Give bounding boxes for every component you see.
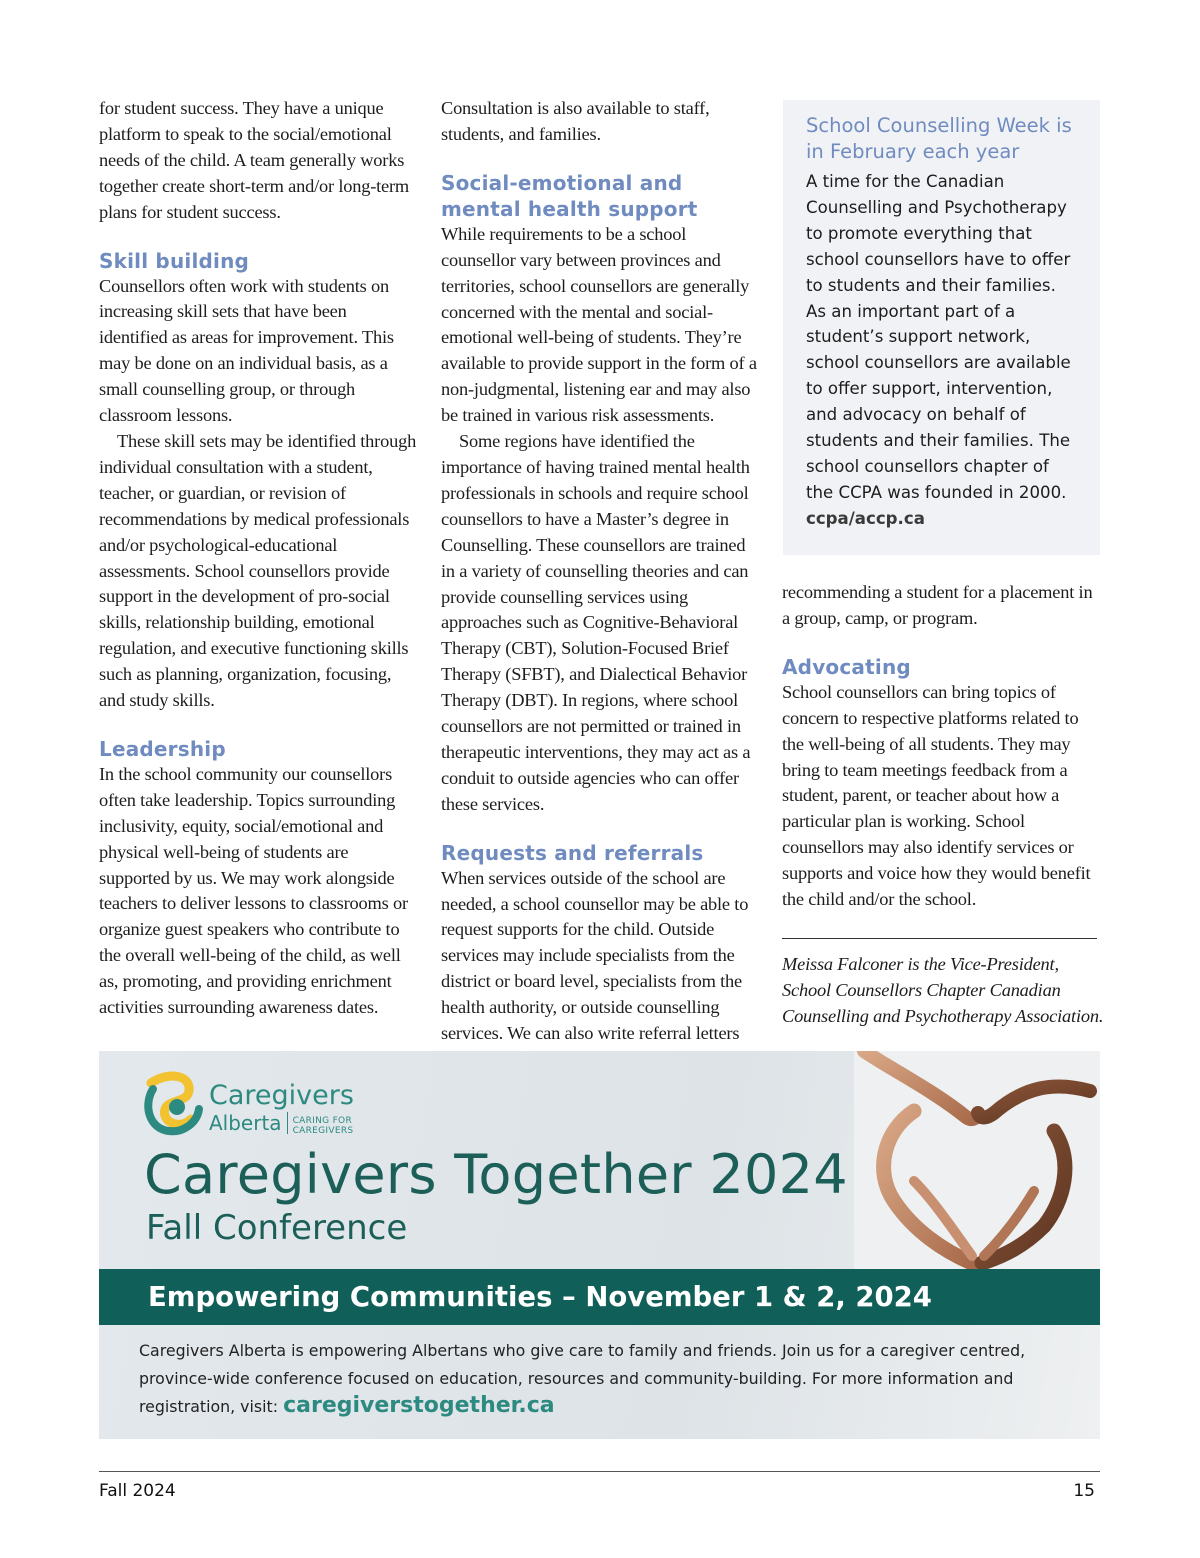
- sidebar-body: A time for the Canadian Counselling and Psychotherapy to promote everything that school counsellors have to offer to students and their families. As an important part of a student’s support network, school counsellors are available to offer support, intervention, and advocacy on behalf of students and their families. The school counsellors chapter of the CCPA was founded in 2000.: [806, 172, 1071, 502]
- ad-banner-text: Empowering Communities – November 1 & 2, 2024: [148, 1281, 932, 1313]
- footer-issue: Fall 2024: [99, 1481, 176, 1501]
- logo-separator: [287, 1112, 288, 1134]
- section-heading-advocating: Advocating: [782, 654, 911, 679]
- paragraph: Counsellors often work with students on increasing skill sets that have been identified as areas for improvement. This may be done on an individual basis, as a small counselling group, or through classroom lessons.: [99, 275, 394, 426]
- paragraph: In the school community our counsellors often take leadership. Topics surrounding inclusivity, equity, social/emotional and physical well-being of students are supported by us. We may work alongside teachers to deliver lessons to classrooms or organize guest speakers who contribute to the overall well-being of the child, as well as, promoting, and providing enrichment activities surrounding awareness dates.: [99, 763, 408, 1018]
- section-heading-social-emotional: Social-emotional and mental health support: [441, 170, 698, 221]
- section-heading-leadership: Leadership: [99, 736, 226, 761]
- section-heading-requests-referrals: Requests and referrals: [441, 840, 704, 865]
- sidebar-link[interactable]: ccpa/accp.ca: [806, 508, 925, 528]
- paragraph: for student success. They have a unique platform to speak to the social/emotional needs of the child. A team generally works together create short-term and/or long-term plans for student success.: [99, 98, 410, 222]
- logo-tagline: CARING FOR CAREGIVERS: [292, 1116, 354, 1136]
- logo-name: Caregivers: [209, 1080, 354, 1111]
- ad-description: [139, 1337, 1079, 1421]
- ad-description-text: Caregivers Alberta is empowering Albertans who give care to family and friends. Join us for a caregiver centred, province-wide conference focused on education, resources and community-building. For more information and registration, visit:: [139, 1341, 1026, 1416]
- caregivers-advertisement[interactable]: [99, 1051, 1100, 1439]
- ad-subtitle: Fall Conference: [146, 1208, 408, 1248]
- byline-divider: [782, 938, 1097, 939]
- article-column-3: [782, 580, 1100, 913]
- ad-url-link[interactable]: caregiverstogether.ca: [283, 1393, 555, 1418]
- paragraph: School counsellors can bring topics of concern to respective platforms related to the well-being of all students. They may bring to team meetings feedback from a student, parent, or teacher about how a particular plan is working. School counsellors may also identify services or supports and voice how they would benefit the child and/or the school.: [782, 681, 1091, 910]
- author-byline: Meissa Falconer is the Vice-President, School Counsellors Chapter Canadian Counselling and Psychotherapy Association.: [782, 954, 1104, 1026]
- article-column-1: [99, 96, 417, 1021]
- logo-region: Alberta: [209, 1111, 282, 1135]
- paragraph: While requirements to be a school counsellor vary between provinces and territories, school counsellors are generally concerned with the mental and social-emotional well-being of students. They’re available to provide support in the form of a non-judgmental, listening ear and may also be trained in various risk assessments.: [441, 223, 757, 426]
- section-heading-skill-building: Skill building: [99, 248, 250, 273]
- paragraph: Some regions have identified the importance of having trained mental health professionals in schools and require school counsellors to have a Master’s degree in Counselling. These counsellors are trained in a variety of counselling theories and can provide counselling services using approaches such as Cognitive-Behavioral Therapy (CBT), Solution-Focused Brief Therapy (SFBT), and Dialectical Behavior Therapy (DBT). In regions, where school counsellors are not permitted or trained in therapeutic interventions, they may act as a conduit to outside agencies who can offer these services.: [441, 431, 751, 814]
- paragraph: Consultation is also available to staff, students, and families.: [441, 98, 710, 144]
- heart-hands-image-icon: [854, 1051, 1100, 1269]
- paragraph: When services outside of the school are needed, a school counsellor may be able to request supports for the child. Outside services may include specialists from the district or board level, specialists from the health authority, or outside counselling services. We can also write referral letters: [441, 867, 749, 1044]
- footer-divider: [99, 1471, 1100, 1472]
- sidebar-box: [783, 100, 1100, 555]
- paragraph: These skill sets may be identified through individual consultation with a student, teacher, or guardian, or revision of recommendations by medical professionals and/or psychological-educational assessments. School counsellors provide support in the development of pro-social skills, relationship building, emotional regulation, and executive functioning skills such as planning, organization, focusing, and study skills.: [99, 430, 417, 711]
- ad-banner-band: [99, 1269, 1100, 1325]
- paragraph: recommending a student for a placement in a group, camp, or program.: [782, 582, 1093, 628]
- footer-page-number: 15: [1073, 1481, 1095, 1501]
- ad-title: Caregivers Together 2024: [144, 1143, 848, 1206]
- caregivers-alberta-logo-icon: [139, 1069, 209, 1141]
- article-column-2: [441, 96, 763, 1047]
- sidebar-title: School Counselling Week is in February each year: [806, 114, 1072, 163]
- logo-wordmark: [209, 1081, 383, 1136]
